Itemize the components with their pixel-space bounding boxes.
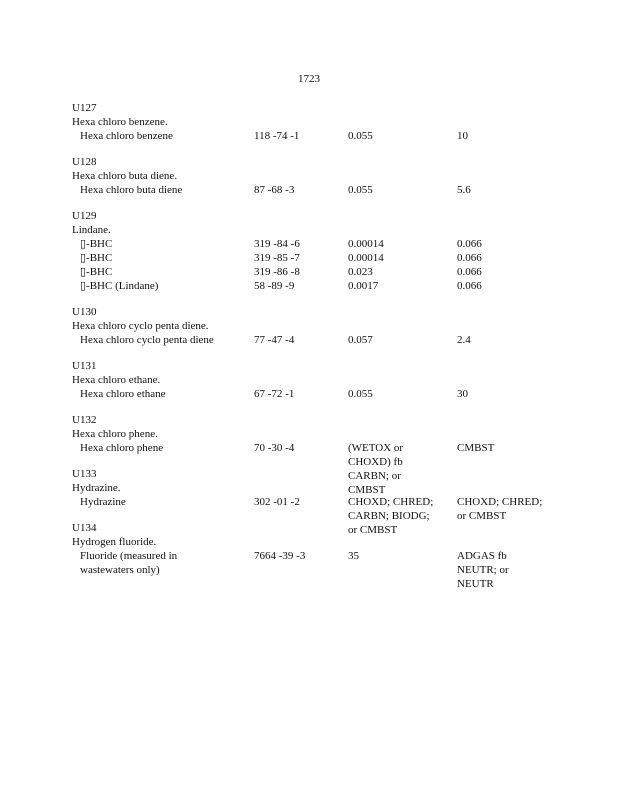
wastewater-standard (348, 237, 384, 251)
constituent-name-line: Hexa chloro buta diene (80, 184, 183, 196)
wastewater-standard (348, 441, 403, 497)
constituent-name (80, 495, 250, 509)
waste-title: Hexa chloro ethane. (72, 374, 161, 386)
cas-number: 77 -47 -4 (254, 334, 295, 346)
wastewater-standard (348, 183, 373, 197)
nonwastewater-standard-line: NEUTR (457, 578, 494, 590)
wastewater-standard-line: or CMBST (348, 524, 398, 536)
waste-code: U132 (72, 414, 97, 426)
wastewater-standard-line: CARBN; or (348, 470, 401, 482)
nonwastewater-standard-line: NEUTR; or (457, 564, 509, 576)
wastewater-standard (348, 333, 373, 347)
nonwastewater-standard-line: CMBST (457, 442, 495, 454)
constituent-name (80, 549, 250, 577)
nonwastewater-standard-line: 0.066 (457, 280, 482, 292)
wastewater-standard-line: CHOXD; CHRED; (348, 496, 434, 508)
wastewater-standard (348, 387, 373, 401)
nonwastewater-standard (457, 129, 468, 143)
waste-code: U130 (72, 306, 97, 318)
nonwastewater-standard (457, 387, 468, 401)
nonwastewater-standard (457, 251, 482, 265)
nonwastewater-standard-line: 30 (457, 388, 468, 400)
wastewater-standard-line: CMBST (348, 484, 386, 496)
wastewater-standard-line: 0.055 (348, 184, 373, 196)
nonwastewater-standard (457, 183, 471, 197)
constituent-name-line: Hexa chloro benzene (80, 130, 173, 142)
wastewater-standard-line: 0.055 (348, 388, 373, 400)
cas-number: 118 -74 -1 (254, 130, 300, 142)
nonwastewater-standard-line: or CMBST (457, 510, 507, 522)
waste-title: Hexa chloro benzene. (72, 116, 168, 128)
waste-code: U127 (72, 102, 97, 114)
wastewater-standard (348, 129, 373, 143)
cas-number: 67 -72 -1 (254, 388, 295, 400)
waste-title: Hexa chloro buta diene. (72, 170, 178, 182)
waste-title: Hexa chloro cyclo penta diene. (72, 320, 209, 332)
constituent-name (80, 265, 250, 279)
nonwastewater-standard (457, 265, 482, 279)
cas-number: 70 -30 -4 (254, 442, 295, 454)
constituent-name (80, 387, 250, 401)
constituent-name (80, 251, 250, 265)
constituent-name (80, 279, 250, 293)
constituent-name-line: Hexa chloro cyclo penta diene (80, 334, 214, 346)
constituent-name-line: ▯-BHC (80, 252, 113, 264)
constituent-name (80, 237, 250, 251)
waste-entry (72, 521, 552, 590)
wastewater-standard-line: 0.00014 (348, 238, 384, 250)
cas-number: 319 -85 -7 (254, 252, 300, 264)
constituent-row (72, 237, 552, 251)
waste-code: U134 (72, 522, 97, 534)
waste-code: U133 (72, 468, 97, 480)
wastewater-standard (348, 251, 384, 265)
constituent-row (72, 265, 552, 279)
wastewater-standard-line: 0.00014 (348, 252, 384, 264)
nonwastewater-standard-line: 2.4 (457, 334, 471, 346)
nonwastewater-standard-line: 10 (457, 130, 468, 142)
waste-entry (72, 101, 552, 143)
waste-code: U129 (72, 210, 97, 222)
nonwastewater-standard (457, 549, 509, 591)
nonwastewater-standard-line: CHOXD; CHRED; (457, 496, 543, 508)
wastewater-standard (348, 279, 378, 293)
constituent-name (80, 441, 250, 455)
page-number: 1723 (298, 73, 320, 85)
nonwastewater-standard-line: ADGAS fb (457, 550, 507, 562)
constituent-name (80, 183, 250, 197)
nonwastewater-standard (457, 237, 482, 251)
nonwastewater-standard-line: 0.066 (457, 252, 482, 264)
constituent-row (72, 279, 552, 293)
nonwastewater-standard-line: 0.066 (457, 266, 482, 278)
constituent-row (72, 333, 552, 347)
waste-title: Lindane. (72, 224, 111, 236)
wastewater-standard-line: 0.0017 (348, 280, 379, 292)
constituent-name-line: Fluoride (measured in (80, 550, 178, 562)
nonwastewater-standard (457, 441, 494, 455)
constituent-row (72, 251, 552, 265)
wastewater-standard (348, 549, 359, 563)
cas-number: 87 -68 -3 (254, 184, 295, 196)
constituent-name-line: ▯-BHC (80, 266, 113, 278)
constituent-row (72, 549, 552, 590)
constituent-name-line: ▯-BHC (Lindane) (80, 280, 159, 292)
waste-entry (72, 155, 552, 197)
constituent-row (72, 129, 552, 143)
wastewater-standard (348, 495, 433, 537)
cas-number: 319 -86 -8 (254, 266, 300, 278)
wastewater-standard-line: CARBN; BIODG; (348, 510, 430, 522)
constituent-name-line: wastewaters only) (80, 564, 160, 576)
constituent-name (80, 129, 250, 143)
waste-title: Hydrazine. (72, 482, 121, 494)
wastewater-standard-line: CHOXD) fb (348, 456, 403, 468)
waste-code-list (72, 101, 552, 589)
cas-number: 302 -01 -2 (254, 496, 300, 508)
nonwastewater-standard-line: 5.6 (457, 184, 471, 196)
constituent-name-line: Hexa chloro ethane (80, 388, 166, 400)
waste-entry (72, 305, 552, 347)
nonwastewater-standard (457, 495, 542, 523)
constituent-row (72, 183, 552, 197)
waste-title: Hexa chloro phene. (72, 428, 158, 440)
cas-number: 319 -84 -6 (254, 238, 300, 250)
constituent-row (72, 387, 552, 401)
constituent-name (80, 333, 250, 347)
wastewater-standard-line: 0.055 (348, 130, 373, 142)
waste-code: U131 (72, 360, 97, 372)
waste-entry (72, 359, 552, 401)
nonwastewater-standard (457, 333, 471, 347)
nonwastewater-standard (457, 279, 482, 293)
waste-entry (72, 209, 552, 293)
wastewater-standard (348, 265, 373, 279)
cas-number: 58 -89 -9 (254, 280, 295, 292)
waste-code: U128 (72, 156, 97, 168)
cas-number: 7664 -39 -3 (254, 550, 306, 562)
wastewater-standard-line: 0.057 (348, 334, 373, 346)
nonwastewater-standard-line: 0.066 (457, 238, 482, 250)
constituent-name-line: ▯-BHC (80, 238, 113, 250)
constituent-name-line: Hexa chloro phene (80, 442, 164, 454)
waste-title: Hydrogen fluoride. (72, 536, 157, 548)
wastewater-standard-line: 0.023 (348, 266, 373, 278)
constituent-name-line: Hydrazine (80, 496, 126, 508)
wastewater-standard-line: 35 (348, 550, 359, 562)
wastewater-standard-line: (WETOX or (348, 442, 404, 454)
